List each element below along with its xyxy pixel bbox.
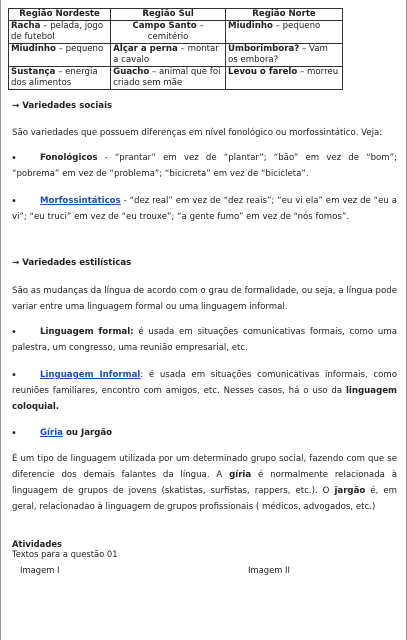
heading-atividades: Atividades [12, 539, 62, 549]
estilisticas-intro: São as mudanças da língua de acordo com o grau de formalidade, ou seja, a língua pode variar entre uma linguagem formal ou uma linguagem informal. [12, 286, 397, 312]
item-morfossintaticos: Morfossintáticos - “dez real” em vez de “dez reais”; “eu vi ela” em vez de “eu a vi”; “eu truci” em vez de “eu trouxe”; “a gente fumo” em vez de “nós fomos”. [12, 196, 397, 222]
header-nordeste: Região Nordeste [9, 9, 111, 21]
bullet-icon: • [11, 327, 17, 338]
header-norte: Região Norte [226, 9, 343, 21]
table-row [9, 21, 343, 44]
bullet-icon: • [11, 428, 17, 439]
table-cell: Miudinho – pequeno [9, 44, 111, 67]
link-giria[interactable]: Gíria [40, 428, 63, 438]
bullet-icon: • [11, 153, 17, 164]
table-cell: Umborimbora? – Vam os embora? [226, 44, 343, 67]
item-linguagem-informal: Linguagem Informal: é usada em situações comunicativas informais, como reuniões familiares, encontro com amigos, etc. Nesses casos, há o uso da linguagem coloquial. [12, 370, 397, 412]
table-row [9, 44, 343, 67]
table-cell: Guacho – animal que foi criado sem mãe [111, 67, 226, 90]
link-linguagem-informal[interactable]: Linguagem Informal [40, 370, 141, 380]
table-header-row [9, 9, 343, 21]
bullet-icon: • [11, 370, 17, 381]
table-cell: Sustança – energia dos alimentos [9, 67, 111, 90]
table-row [9, 67, 343, 90]
sociais-intro: São variedades que possuem diferenças em nível fonológico ou morfossintático. Veja: [12, 128, 383, 138]
item-giria: Gíria ou Jargão [40, 428, 113, 438]
link-morfossintaticos[interactable]: Morfossintáticos [40, 196, 121, 206]
label-imagem-i: Imagem I [20, 565, 60, 575]
header-sul: Região Sul [111, 9, 226, 21]
giria-paragraph: É um tipo de linguagem utilizada por um determinado grupo social, fazendo com que se diferencie dos demais falantes da língua. A gíria é normalmente relacionada à linguagem de grupos de jovens (skatistas, surfistas, rappers, etc.). O jargão é, em geral, relacionadao à linguagem de grupos profissionais ( médicos, advogados, etc.) [12, 454, 398, 512]
table-cell: Campo Santo – cemitério [111, 21, 226, 44]
bullet-icon: • [11, 196, 17, 207]
table-cell: Racha – pelada, jogo de futebol [9, 21, 111, 44]
regional-variants-table [8, 8, 343, 90]
heading-variedades-sociais: → Variedades sociais [12, 101, 113, 111]
label-imagem-ii: Imagem II [248, 565, 290, 575]
table-cell: Alçar a perna – montar a cavalo [111, 44, 226, 67]
item-fonologicos: Fonológicos - “prantar” em vez de “plantar”; “bão” em vez de “bom”; “pobrema” em vez de “problema”; “bicicreta” em vez de “bicicleta”. [12, 153, 397, 179]
atividades-subtitle: Textos para a questão 01 [12, 549, 118, 559]
heading-variedades-estilisticas: → Variedades estilísticas [12, 258, 132, 268]
table-cell: Levou o farelo – morreu [226, 67, 343, 90]
table-cell: Miudinho – pequeno [226, 21, 343, 44]
term-fonologicos: Fonológicos [40, 153, 98, 163]
item-linguagem-formal: Linguagem formal: é usada em situações comunicativas formais, como uma palestra, um congresso, uma reunião empresarial, etc. [12, 327, 397, 353]
